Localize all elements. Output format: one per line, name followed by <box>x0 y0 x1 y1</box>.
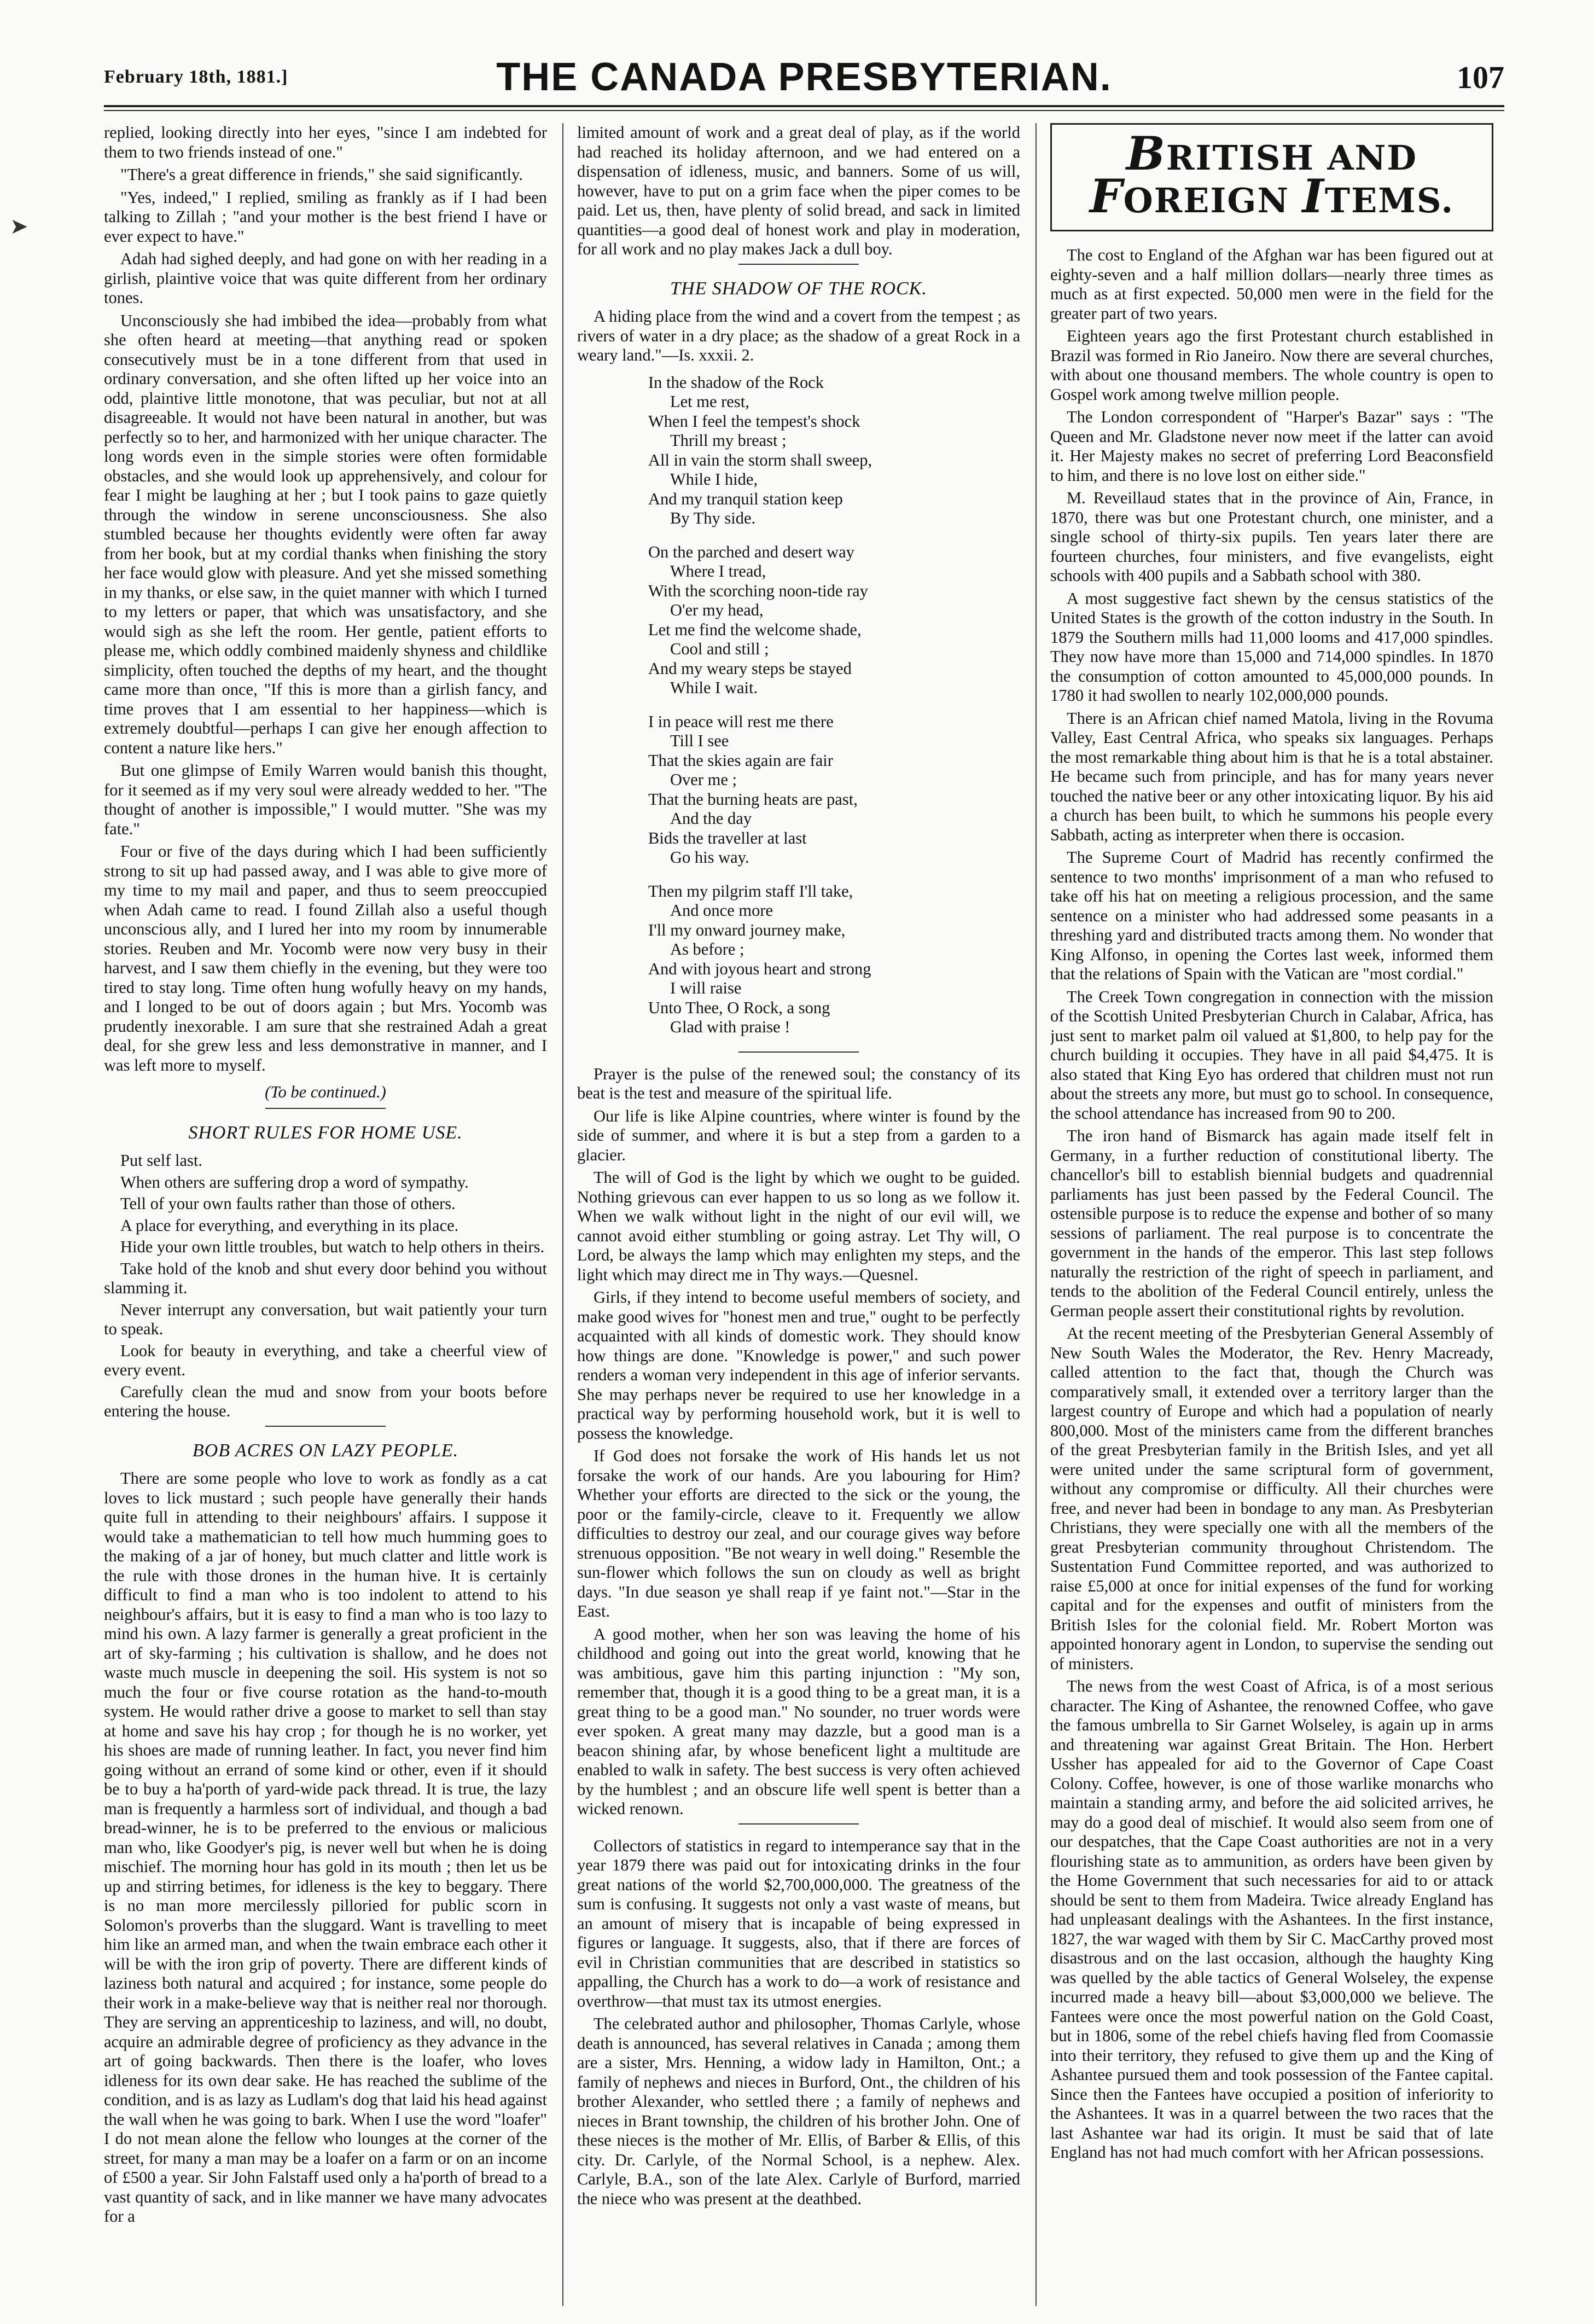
column-2 <box>577 123 1020 2306</box>
title-initial-f: F <box>1089 169 1124 223</box>
short-rules-list <box>104 1151 547 1421</box>
poem-line: In the shadow of the Rock <box>648 373 824 392</box>
column-divider <box>562 123 563 2306</box>
title-word-ritish: RITISH AND <box>1166 138 1418 178</box>
poem-line: Bids the traveller at last <box>648 828 807 847</box>
masthead-title: THE CANADA PRESBYTERIAN. <box>496 55 1112 99</box>
article-paragraph: The celebrated author and philosopher, Thomas Carlyle, whose death is announced, has several relatives in Canada ; among them are a sister, Mrs. Henning, a widow lady in Hamilton, Ont.; a family of nephews and nieces in Burford, Ont., the children of his brother Alexander, who settled there ; a family of nephews and nieces in Brant township, the children of his brother John. One of these nieces is the mother of Mr. Ellis, of Barber & Ellis, of this city. Dr. Carlyle, of the Normal School, is a nephew. Alex. Carlyle, B.A., son of the late Alex. Carlyle of Burford, married the niece who was present at the deathbed. <box>577 2014 1020 2208</box>
section-title-bob-acres: BOB ACRES ON LAZY PEOPLE. <box>192 1440 459 1461</box>
issue-date: February 18th, 1881.] <box>104 67 288 87</box>
story-paragraph: Unconsciously she had imbibed the idea—probably from what she often heard at meeting—that anything read or spoken consecutively must be in a tone different from that used in ordinary conversation, and she often lifted up her voice into an odd, plaintive little monotone, that was peculiar, but not at all disagreeable. It would not have been natural in another, but was perfectly so to her, and harmonized with her unique character. The long words even in the simple stories were often formidable obstacles, and she would look up apprehensively, and colour for fear I might be laughing at her ; but I took pains to gaze quietly through the window in serene unconsciousness. She also stumbled because her thoughts evidently were often far away from her book, but at my cordial thanks when finishing the story her face would glow with pleasure. And yet she missed something in my thanks, or else saw, in the quiet manner with which I turned to my letters or paper, that which was unsatisfactory, and she would sigh as she left the room. Her gentle, patient efforts to please me, which oddly combined maidenly shyness and childlike simplicity, often touched the depths of my heart, and the thought came more than once, "If this is more than a girlish fancy, and time proves that I am essential to her happiness—which is extremely doubtful—perhaps I can give her enough affection to content a nature like hers." <box>104 311 547 757</box>
story-paragraph: "There's a great difference in friends," she said significantly. <box>120 165 523 184</box>
article-paragraph: The will of God is the light by which we ought to be guided. Nothing grievous can ever happen to us so long as we follow it. When we walk without light in the night of our evil will, we cannot avoid either stumbling or going astray. Let Thy will, O Lord, be always the lamp which may enlighten my steps, and the light which may direct me in Thy ways.—Quesnel. <box>577 1168 1020 1284</box>
article-paragraph: Prayer is the pulse of the renewed soul; the constancy of its beat is the test and measure of the spiritual life. <box>577 1064 1020 1102</box>
article-paragraph: A good mother, when her son was leaving the home of his childhood and going out into the great world, knowing that he was ambitious, gave him this parting injunction : "My son, remember that, though it is a good thing to be a great man, it is a great thing to be a good man." No sounder, no truer words were ever spoken. A great many may dazzle, but a good man is a beacon shining afar, by whose beneficent light a multitude are enabled to walk in safety. The best success is very often achieved by the humblest ; and an obscure life well spent is better than a wicked renown. <box>577 1624 1020 1818</box>
story-paragraph: Four or five of the days during which I had been sufficiently strong to sit up had passed away, and I was able to give more of my time to my mail and paper, and thus to seem preoccupied when Adah came to read. I found Zillah also a useful though unconscious ally, and I lured her into my room by innumerable stories. Reuben and Mr. Yocomb were now very busy in their harvest, and I saw them chiefly in the evening, but they were too tired to stay long. Time often hung wofully heavy on my hands, and I longed to be out of doors again ; but Mrs. Yocomb was prudently inexorable. I am sure that she restrained Adah a great deal, for she grew less and less demonstrative in manner, and I was left more to myself. <box>104 842 547 1074</box>
section-rule <box>738 264 859 265</box>
article-paragraph: Girls, if they intend to become useful members of society, and make good wives for "honest men and true," ought to be perfectly acquainted with all kinds of domestic work. They should know how things are done. "Knowledge is power," and such power renders a woman very independent in this age of inferior servants. She may perhaps never be required to use her knowledge in a practical way by performing household work, but it is well to possess the knowledge. <box>577 1288 1020 1443</box>
poem-line: O'er my head, <box>670 601 764 619</box>
poem-stanza <box>648 882 1020 1037</box>
poem-line: And with joyous heart and strong <box>648 959 871 978</box>
news-item: The Supreme Court of Madrid has recently confirmed the sentence to two months' imprisonment of a man who refused to take off his hat on meeting a religious procession, and the same sentence on a minister who had addressed some peasants in a threshing yard and distributed tracts among them. No wonder that King Alfonso, in opening the Cortes last week, informed them that the relations of Spain with the Vatican are "most cordial." <box>1050 848 1493 983</box>
header-rule-thin <box>104 110 1504 111</box>
poem-line: By Thy side. <box>670 509 756 527</box>
section-rule <box>265 1108 386 1109</box>
news-item: There is an African chief named Matola, living in the Rovuma Valley, East Central Africa, who speaks six languages. Perhaps the most remarkable thing about him is that he is a total abstainer. He became such from principle, and has for many years never touched the native beer or any other intoxicating liquor. By his aid a church has been built, to which he summons his people every Sabbath, acting as interpreter when there is occasion. <box>1050 708 1493 844</box>
poem-line: I will raise <box>670 979 742 997</box>
poem-line: While I wait. <box>670 678 758 697</box>
rule-item: Tell of your own faults rather than those of others. <box>120 1194 456 1213</box>
article-paragraph: limited amount of work and a great deal of play, as if the world had reached its holiday afternoon, and we had entered on a dispensation of idleness, music, and banners. Some of us will, however, have to put on a grim face when the piper comes to be paid. Let us, then, have plenty of solid bread, and sack in limited quantities—a good deal of honest work and play in moderation, for all work and no play makes Jack a dull boy. <box>577 123 1020 258</box>
story-paragraph: Adah had sighed deeply, and had gone on with her reading in a girlish, plaintive voice that was quite different from her ordinary tones. <box>104 249 547 307</box>
title-initial-b: B <box>1126 126 1166 181</box>
column-1 <box>104 123 547 2306</box>
poem-line: Till I see <box>670 731 729 750</box>
poem-line: Thrill my breast ; <box>670 431 787 450</box>
poem-line: And the day <box>670 809 752 828</box>
poem-stanza <box>648 373 1020 528</box>
title-initial-i: I <box>1302 169 1325 223</box>
rule-item: Carefully clean the mud and snow from your boots before entering the house. <box>104 1382 547 1420</box>
title-word-tems: TEMS. <box>1324 181 1455 220</box>
news-item: A most suggestive fact shewn by the census statistics of the United States is the growth of the cotton industry in the South. In 1879 the Southern mills had 11,000 looms and 417,000 spindles. They now have more than 15,000 and 714,000 spindles. In 1870 the consumption of cotton amounted to 45,000,000 pounds. In 1780 it had swollen to nearly 102,000,000 pounds. <box>1050 589 1493 705</box>
poem-line: Over me ; <box>670 770 737 789</box>
page-header <box>104 55 1504 98</box>
rule-item: Look for beauty in everything, and take a cheerful view of every event. <box>104 1341 547 1379</box>
news-item: The Creek Town congregation in connection with the mission of the Scottish United Presbyterian Church in Calabar, Africa, has just sent to market palm oil valued at $1,800, to help pay for the church building it occupies. They have in all paid $4,475. It is also stated that King Eyo has ordered that children must not run about the streets any more, but must go to school. In consequence, the school attendance has increased from 90 to 200. <box>1050 987 1493 1123</box>
section-title-short-rules: SHORT RULES FOR HOME USE. <box>188 1122 463 1143</box>
poem-line: Let me find the welcome shade, <box>648 620 862 639</box>
rule-item: A place for everything, and everything in its place. <box>120 1216 459 1235</box>
rule-item: Put self last. <box>120 1151 202 1170</box>
poem-line: That the burning heats are past, <box>648 789 858 809</box>
poem <box>648 373 1020 1037</box>
to-be-continued: (To be continued.) <box>265 1083 386 1101</box>
section-title-shadow-of-the-rock: THE SHADOW OF THE ROCK. <box>670 278 927 299</box>
header-rule <box>104 105 1504 107</box>
news-item: The London correspondent of "Harper's Bazar" says : "The Queen and Mr. Gladstone never now meet if the latter can avoid it. Her Majesty makes no secret of preferring Lord Beaconsfield to him, and there is no love lost on either side." <box>1050 408 1493 485</box>
section-rule <box>738 1823 859 1825</box>
column-divider <box>1035 123 1037 2306</box>
news-item: M. Reveillaud states that in the province of Ain, France, in 1870, there was but one Protestant church, one minister, and a single school of thirty-six pupils. Ten years later there are fourteen churches, four ministers, and five evangelists, eight schools with 400 pupils and a Sabbath school with 380. <box>1050 489 1493 585</box>
story-paragraph: But one glimpse of Emily Warren would banish this thought, for it seemed as if my very soul were already wedded to her. "The thought of another is impossible," I would mutter. "She was my fate." <box>104 761 547 838</box>
epigraph: A hiding place from the wind and a covert from the tempest ; as rivers of water in a dry place; as the shadow of a great Rock in a weary land."—Is. xxxii. 2. <box>577 307 1020 364</box>
section-title-british-and-foreign-items <box>1050 123 1493 231</box>
poem-line: Let me rest, <box>670 392 749 411</box>
poem-line: And my weary steps be stayed <box>648 659 852 678</box>
margin-arrow-icon: ➤ <box>10 214 28 239</box>
article-paragraph: There are some people who love to work as fondly as a cat loves to lick mustard ; such people have generally their hands quite full in attending to their neighbours' affairs. I suppose it would take a mathematician to tell how much humming goes to the making of a jar of honey, but much clatter and little work is the rule with those drones in the human hive. It is certainly difficult to find a man who is too indolent to attend to his neighbour's affairs, but it is easy to find a man who is too lazy to mind his own. A lazy farmer is generally a great proficient in the art of sky-farming ; his cultivation is shallow, and he does not waste much muscle in deepening the soil. His system is not so much the four or five course rotation as the hand-to-mouth system. He would rather drive a goose to market to sell than stay at home and save his hay crop ; for though he is no worker, yet his shoes are made of running leather. In fact, you never find him going without an errand of some kind or other, even if it should be to buy a ha'porth of yard-wide pack thread. It is true, the lazy man is frequently a harmless sort of individual, and though a bad bread-winner, he is to be preferred to the envious or malicious man who, like Goodyer's pig, is never well but when he is doing mischief. The morning hour has gold in its mouth ; then let us be up and stirring betimes, for idleness is the key to beggary. There is no man more mercilessly pilloried for public scorn in Solomon's proverbs than the sluggard. Want is travelling to meet him like an armed man, and when the twain embrace each other it will be with the iron grip of poverty. There are different kinds of laziness both natural and acquired ; for instance, some people do their work in a make-believe way that is neither real nor thorough. They are serving an apprenticeship to laziness, and will, no doubt, acquire an admirable degree of proficiency as they advance in the art of going backwards. Then there is the loafer, who loves idleness for its own dear sake. He has reached the sublime of the condition, and is as lazy as Ludlam's dog that laid his head against the wall when he was going to bark. When I use the word "loafer" I do not mean alone the fellow who lounges at the corner of the street, for many a man may be a loafer on a farm or on an income of £500 a year. Sir John Falstaff used only a ha'porth of bread to a vast quantity of sack, and in like manner we have many advocates for a <box>104 1469 547 2226</box>
poem-line: With the scorching noon-tide ray <box>648 581 868 600</box>
poem-line: Then my pilgrim staff I'll take, <box>648 881 853 900</box>
poem-line: Go his way. <box>670 848 749 867</box>
poem-stanza <box>648 712 1020 868</box>
title-word-oreign: OREIGN <box>1123 181 1302 220</box>
poem-line: And my tranquil station keep <box>648 489 843 508</box>
poem-line: When I feel the tempest's shock <box>648 411 860 431</box>
section-rule <box>265 1426 386 1427</box>
poem-line: And once more <box>670 901 773 920</box>
section-rule <box>738 1051 859 1053</box>
poem-line: That the skies again are fair <box>648 751 833 770</box>
rule-item: When others are suffering drop a word of sympathy. <box>120 1172 469 1192</box>
article-paragraph: If God does not forsake the work of His hands let us not forsake the work of our hands. Are you labouring for Him? Whether your efforts are directed to the sick or the young, the poor or the family-circle, cleave to it. Frequently we allow difficulties to destroy our zeal, and our courage gives way before strenuous opposition. "Be not weary in well doing." Resemble the sun-flower which follows the sun on cloudy as well as bright days. "In due season ye shall reap if ye faint not."—Star in the East. <box>577 1446 1020 1620</box>
news-item: The news from the west Coast of Africa, is of a most serious character. The King of Ashantee, the renowned Coffee, who gave the famous umbrella to Sir Garnet Wolseley, is again up in arms and threatening war against Great Britain. The Hon. Herbert Ussher has appealed for aid to the Governor of Cape Coast Colony. Coffee, however, is one of those warlike monarchs who maintain a standing army, and before the aid solicited arrives, he may do a good deal of mischief. It would also seem from one of our despatches, that the Cape Coast authorities are not in a very flourishing state as to ammunition, as orders have been given by the Home Government that such necessaries for aid to or attack should be sent to them from Madeira. Twice already England has had unpleasant dealings with the Ashantees. In the first instance, 1827, the war waged with them by Sir C. MacCarthy proved most disastrous and on the last occasion, although the haughty King was quelled by the able tactics of General Wolseley, the expense incurred made a heavy bill—about $3,000,000 we believe. The Fantees were once the most powerful nation on the Gold Coast, but in 1806, some of the rebel chiefs having fled from Coomassie into their territory, they refused to give them up and the King of Ashantee pursued them and took possession of the Fantee capital. Since then the Fantees have occupied a position of inferiority to the Ashantees. It was in a quarrel between the two races that the last Ashantee war had its origin. It must be said that of late England has not had much comfort with her African possessions. <box>1050 1677 1493 2162</box>
poem-line: As before ; <box>670 940 744 958</box>
story-paragraph: "Yes, indeed," I replied, smiling as frankly as if I had been talking to Zillah ; "and your mother is the best friend I have or ever expect to have." <box>104 188 547 246</box>
rule-item: Hide your own little troubles, but watch to help others in theirs. <box>120 1237 545 1256</box>
poem-line: While I hide, <box>670 470 758 489</box>
news-item: Eighteen years ago the first Protestant church established in Brazil was formed in Rio Janeiro. Now there are several churches, with about one thousand members. The whole country is open to Gospel work among twelve million people. <box>1050 327 1493 404</box>
poem-stanza <box>648 543 1020 698</box>
article-paragraph: Collectors of statistics in regard to intemperance say that in the year 1879 there was paid out for intoxicating drinks in the four great nations of the world $2,700,000,000. The greatness of the sum is confusing. It suggests not only a vast waste of means, but an amount of misery that is incapable of being expressed in figures or language. It suggests, also, that if there are forces of evil in Christian communities that are described in statistics so appalling, the Church has a work to do—a work of resistance and overthrow—that must tax its utmost energies. <box>577 1836 1020 2011</box>
poem-line: All in vain the storm shall sweep, <box>648 450 872 469</box>
story-paragraph: replied, looking directly into her eyes, "since I am indebted for them to two friends instead of one." <box>104 123 547 161</box>
poem-line: Glad with praise ! <box>670 1018 790 1036</box>
poem-line: I in peace will rest me there <box>648 712 834 731</box>
poem-line: Where I tread, <box>670 562 766 580</box>
poem-line: Cool and still ; <box>670 640 769 658</box>
article-paragraph: Our life is like Alpine countries, where winter is found by the side of summer, and where it is but a step from a garden to a glacier. <box>577 1106 1020 1164</box>
news-item: At the recent meeting of the Presbyterian General Assembly of New South Wales the Moderator, the Rev. Henry Macready, called attention to the fact that, though the Church was comparatively small, it extended over a territory larger than the largest country of Europe and which had a population of nearly 800,000. Most of the ministers came from the different branches of the great Presbyterian family in the British Isles, and yet all were united under the same scriptural form of government, without any compromise or difficulty. All their churches were free, and never had been in bondage to any man. As Presbyterian Christians, they were specially one with all the members of the great Presbyterian community throughout Christendom. The Sustentation Fund Committee reported, and was authorized to raise £5,000 at once for initial expenses of the fund for working capital and for the expenses and outfit of ministers from the British Isles for the colonial field. Mr. Robert Morton was appointed honorary agent in London, to supervise the sending out of ministers. <box>1050 1324 1493 1673</box>
rule-item: Never interrupt any conversation, but wait patiently your turn to speak. <box>104 1300 547 1338</box>
poem-line: I'll my onward journey make, <box>648 920 846 939</box>
poem-line: Unto Thee, O Rock, a song <box>648 998 830 1017</box>
poem-line: On the parched and desert way <box>648 542 854 561</box>
page-number: 107 <box>1457 60 1504 95</box>
rule-item: Take hold of the knob and shut every door behind you without slamming it. <box>104 1259 547 1297</box>
column-3 <box>1050 123 1493 2306</box>
news-item: The iron hand of Bismarck has again made itself felt in Germany, in a further reduction of constitutional liberty. The chancellor's bill to establish biennial budgets and quadrennial parliaments has just been passed by the Federal Council. The ostensible purpose is to reduce the expense and bother of so many sessions of parliament. The real purpose is to concentrate the government in the hands of the emperor. This last step follows naturally the restriction of the right of speech in parliament, and tends to the abolition of the Federal Council entirely, unless the German people assert their constitutional rights by revolution. <box>1050 1126 1493 1320</box>
news-item: The cost to England of the Afghan war has been figured out at eighty-seven and a half million dollars—nearly three times as much as at first expected. 50,000 men were in the field for the greater part of two years. <box>1050 246 1493 323</box>
